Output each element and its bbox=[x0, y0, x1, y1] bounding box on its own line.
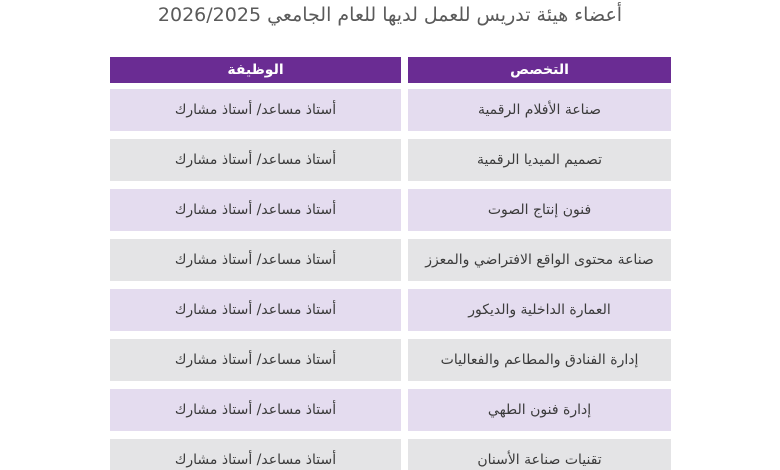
cell-position: أستاذ مساعد/ أستاذ مشارك bbox=[110, 89, 401, 131]
cell-position: أستاذ مساعد/ أستاذ مشارك bbox=[110, 389, 401, 431]
announcement-heading bbox=[0, 4, 780, 26]
cell-specialization: العمارة الداخلية والديكور bbox=[408, 289, 671, 331]
cell-position: أستاذ مساعد/ أستاذ مشارك bbox=[110, 189, 401, 231]
cell-specialization: تقنيات صناعة الأسنان bbox=[408, 439, 671, 470]
cell-specialization: إدارة فنون الطهي bbox=[408, 389, 671, 431]
cell-position: أستاذ مساعد/ أستاذ مشارك bbox=[110, 289, 401, 331]
cell-specialization: تصميم الميديا الرقمية bbox=[408, 139, 671, 181]
cell-specialization: صناعة الأفلام الرقمية bbox=[408, 89, 671, 131]
cell-position: أستاذ مساعد/ أستاذ مشارك bbox=[110, 439, 401, 470]
cell-position: أستاذ مساعد/ أستاذ مشارك bbox=[110, 339, 401, 381]
academic-year: 2026/2025 bbox=[157, 4, 262, 26]
cell-position: أستاذ مساعد/ أستاذ مشارك bbox=[110, 239, 401, 281]
header-specialization: التخصص bbox=[408, 57, 671, 83]
heading-text: أعضاء هيئة تدريس للعمل لديها للعام الجامعي bbox=[267, 4, 623, 26]
cell-specialization: صناعة محتوى الواقع الافتراضي والمعزز bbox=[408, 239, 671, 281]
cell-specialization: إدارة الفنادق والمطاعم والفعاليات bbox=[408, 339, 671, 381]
cell-specialization: فنون إنتاج الصوت bbox=[408, 189, 671, 231]
cell-position: أستاذ مساعد/ أستاذ مشارك bbox=[110, 139, 401, 181]
header-position: الوظيفة bbox=[110, 57, 401, 83]
